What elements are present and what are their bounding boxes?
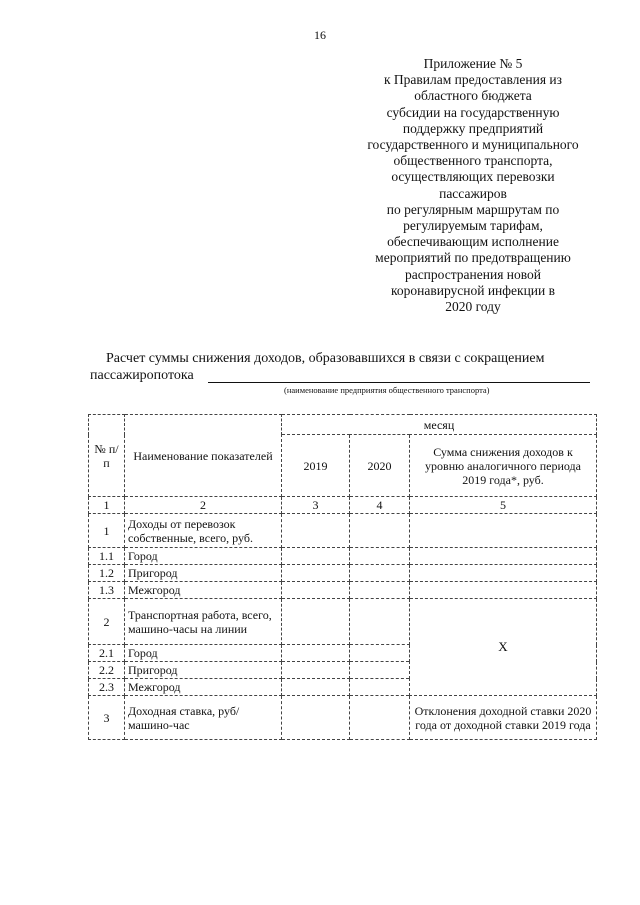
appendix-line: коронавирусной инфекции в [391,282,555,298]
appendix-line: субсидии на государственную [386,104,560,120]
deviation-description: Отклонения доходной ставки 2020 года от доходной ставки 2019 года [410,696,597,740]
column-number: 1 [89,497,125,514]
calculation-title-continued: пассажиропотока [90,368,194,383]
value-cell [410,548,597,565]
page-number: 16 [314,28,326,42]
row-name: Межгород [125,679,282,696]
value-cell [282,599,350,645]
value-cell [350,548,410,565]
appendix-line: регулируемым тарифам, [403,218,543,234]
value-cell [282,679,350,696]
header-month: месяц [282,415,597,435]
header-2019: 2019 [282,435,350,497]
appendix-line: государственного и муниципального [367,137,579,153]
appendix-line: обеспечивающим исполнение [387,234,559,250]
value-cell [282,514,350,548]
row-name: Пригород [125,565,282,582]
appendix-line: общественного транспорта, [393,153,553,169]
column-number: 5 [410,497,597,514]
not-applicable-mark: Х [410,599,597,696]
calculation-title: Расчет суммы снижения доходов, образовавшихся в связи с сокращением [106,351,545,366]
row-name: Доходная ставка, руб/машино-час [125,696,282,740]
value-cell [410,565,597,582]
row-num: 2 [89,599,125,645]
appendix-line: 2020 году [445,299,501,315]
value-cell [410,514,597,548]
row-name: Доходы от перевозок собственные, всего, руб. [125,514,282,548]
value-cell [282,548,350,565]
row-num: 2.3 [89,679,125,696]
row-num: 2.1 [89,645,125,662]
row-num: 1 [89,514,125,548]
table-row [89,599,597,645]
table-row [89,548,597,565]
appendix-line: мероприятий по предотвращению [375,250,571,266]
column-number: 2 [125,497,282,514]
table-row [89,582,597,599]
table-row [89,514,597,548]
value-cell [282,696,350,740]
value-cell [350,662,410,679]
row-name: Город [125,548,282,565]
value-cell [350,645,410,662]
appendix-line: к Правилам предоставления из [384,72,562,88]
reduction-table [88,414,597,740]
header-reduction: Сумма снижения доходов к уровню аналогичного периода 2019 года*, руб. [410,435,597,497]
appendix-line: областного бюджета [414,88,532,104]
value-cell [350,679,410,696]
appendix-line: распространения новой [404,266,542,282]
row-num: 1.1 [89,548,125,565]
header-2020: 2020 [350,435,410,497]
header-num: № п/п [89,415,125,497]
row-num: 1.3 [89,582,125,599]
value-cell [282,645,350,662]
column-number: 4 [350,497,410,514]
appendix-line: по регулярным маршрутам по [386,201,560,217]
row-num: 2.2 [89,662,125,679]
table-row [89,696,597,740]
row-num: 1.2 [89,565,125,582]
value-cell [350,565,410,582]
table-header-row [89,415,597,435]
enterprise-name-fill-line [208,382,590,383]
value-cell [410,582,597,599]
value-cell [282,565,350,582]
row-name: Пригород [125,662,282,679]
value-cell [350,696,410,740]
column-number-row [89,497,597,514]
value-cell [350,599,410,645]
row-name: Межгород [125,582,282,599]
table-row [89,565,597,582]
row-name: Транспортная работа, всего, машино-часы на линии [125,599,282,645]
appendix-header [352,56,594,315]
column-number: 3 [282,497,350,514]
value-cell [282,662,350,679]
value-cell [350,582,410,599]
appendix-line: Приложение № 5 [423,56,523,71]
appendix-line: осуществляющих перевозки [391,169,555,185]
row-num: 3 [89,696,125,740]
header-name: Наименование показателей [125,415,282,497]
row-name: Город [125,645,282,662]
value-cell [282,582,350,599]
enterprise-name-caption: (наименование предприятия общественного транспорта) [284,385,490,395]
value-cell [350,514,410,548]
appendix-line: пассажиров [439,185,507,201]
appendix-line: поддержку предприятий [402,120,544,136]
